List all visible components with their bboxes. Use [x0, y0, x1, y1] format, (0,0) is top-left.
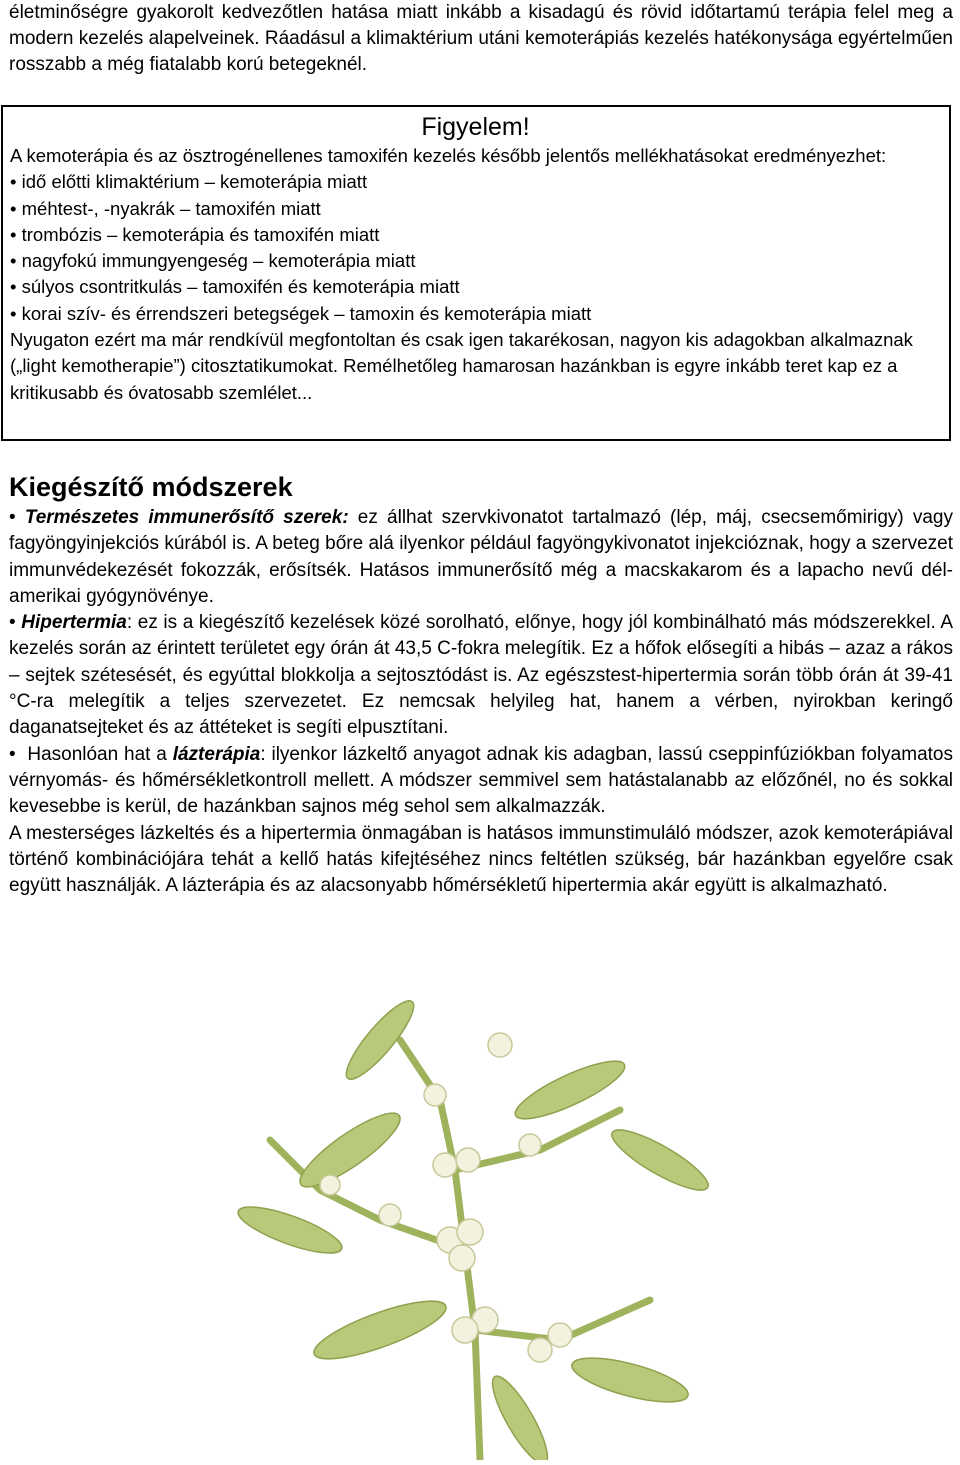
warning-bullet: • nagyfokú immungyengeség – kemoterápia miatt	[10, 248, 935, 274]
warning-bullet: • méhtest-, -nyakrák – tamoxifén miatt	[10, 196, 935, 222]
term-hyperthermia: Hipertermia	[21, 612, 127, 634]
paragraph-immune	[9, 505, 953, 610]
bullet-icon: •	[9, 743, 28, 765]
leaf	[338, 1000, 422, 1087]
section-title: Kiegészítő módszerek	[9, 472, 293, 502]
leaf	[568, 1349, 692, 1411]
leaf	[605, 1120, 714, 1199]
paragraph-hyperthermia-text: : ez is a kiegészítő kezelések közé sorolható, előnye, hogy jól kombinálható más módszerekkel. A kezelés során az érintett területet egy órán át 43,5 C-fokra melegítik. Ez a hőfok elősegíti a hibás – azaz a rákos – sejtek szétesését, és egyúttal blokkolja a sejtosztódást is. Az egészstest-hipertermia során több órán át 39-41 °C-ra melegítik a teljes szervezetet. Ez nemcsak helyileg hat, hanem a vérben, nyirokban keringő daganatsejteket és az áttéteket is segíti elpusztítani.	[9, 612, 953, 739]
berry	[449, 1245, 475, 1271]
berry	[433, 1153, 457, 1177]
leaf	[484, 1370, 557, 1460]
page	[9, 0, 953, 78]
berry	[528, 1338, 552, 1362]
intro-paragraph: életminőségre gyakorolt kedvezőtlen hatása miatt inkább a kisadagú és rövid időtartamú terápia felel meg a modern kezelés alapelveinek. Ráadásul a klimaktérium utáni kemoterápiás kezelés hatékonysága egyértelműen rosszabb a még fiatalabb korú betegeknél.	[9, 2, 953, 75]
warning-title: Figyelem!	[421, 113, 530, 141]
berry	[457, 1219, 483, 1245]
berry	[424, 1084, 446, 1106]
term-immune: Természetes immunerősítő szerek:	[24, 507, 349, 528]
warning-bullet: • idő előtti klimaktérium – kemoterápia miatt	[10, 169, 935, 195]
warning-bullet: • korai szív- és érrendszeri betegségek – tamoxin és kemoterápia miatt	[10, 301, 935, 327]
paragraph-conclusion: A mesterséges lázkeltés és a hipertermia önmagában is hatásos immunstimuláló módszer, azok kemoterápiával történő kombinációjára tehát a kellő hatás kifejtéséhez nincs feltétlen szükség, bár hazánkban egyelőre csak együtt használják. A lázterápia és az alacsonyabb hőmérsékletű hipertermia akár együtt is alkalmazható.	[9, 822, 953, 897]
bullet-icon: •	[9, 612, 22, 634]
paragraph-fever-pre: Hasonlóan hat a	[27, 743, 173, 765]
warning-lead: A kemoterápia és az ösztrogénellenes tamoxifén kezelés később jelentős mellékhatásokat eredményezhet:	[10, 145, 887, 166]
paragraph-hyperthermia	[9, 610, 953, 741]
berry	[488, 1033, 512, 1057]
section-body	[9, 505, 953, 899]
warning-closing: Nyugaton ezért ma már rendkívül megfontoltan és csak igen takarékosan, nagyon kis adagokban alkalmaznak („light kemotherapie”) citosztatikumokat. Remélhetőleg hamarosan hazánkban is egyre inkább teret kap ez a kritikusabb és óvatosabb szemlélet...	[10, 329, 913, 403]
berry	[379, 1204, 401, 1226]
warning-bullet: • trombózis – kemoterápia és tamoxifén miatt	[10, 222, 935, 248]
berry	[320, 1175, 340, 1195]
mistletoe-illustration	[230, 1000, 730, 1460]
paragraph-fever-text: : ilyenkor lázkeltő anyagot adnak kis adagban, lassú cseppinfúziókban folyamatos vérnyomás- és hőmérsékletkontroll mellett. A módszer semmivel sem hatástalanabb az előzőnél, no és sokkal kevesebbe is kerül, de hazánkban sajnos még sehol sem alkalmazzák.	[9, 743, 953, 818]
berry	[452, 1317, 478, 1343]
bullet-icon: •	[9, 507, 25, 528]
paragraph-fever	[9, 742, 953, 821]
berry	[456, 1148, 480, 1172]
warning-body	[10, 143, 935, 406]
warning-bullet: • súlyos csontritkulás – tamoxifén és kemoterápia miatt	[10, 274, 935, 300]
berry	[519, 1134, 541, 1156]
leaf	[292, 1102, 409, 1197]
term-fever: lázterápia	[172, 743, 261, 765]
warning-box	[1, 105, 951, 441]
leaf	[308, 1290, 451, 1370]
paragraph-immune-text: ez állhat szervkivonatot tartalmazó (lép, máj, csecsemőmirigy) vagy fagyöngyinjekciós kúrából is. A beteg bőre alá ilyenkor például fagyöngykivonatot injekcióznak, hogy a szervezet immunvédekezését fokozzák, erősítsék. Hatásos immunerősítő még a macskakarom és a lapacho nevű dél-amerikai gyógynövénye.	[9, 507, 954, 607]
berry	[548, 1323, 572, 1347]
leaf	[234, 1198, 347, 1262]
